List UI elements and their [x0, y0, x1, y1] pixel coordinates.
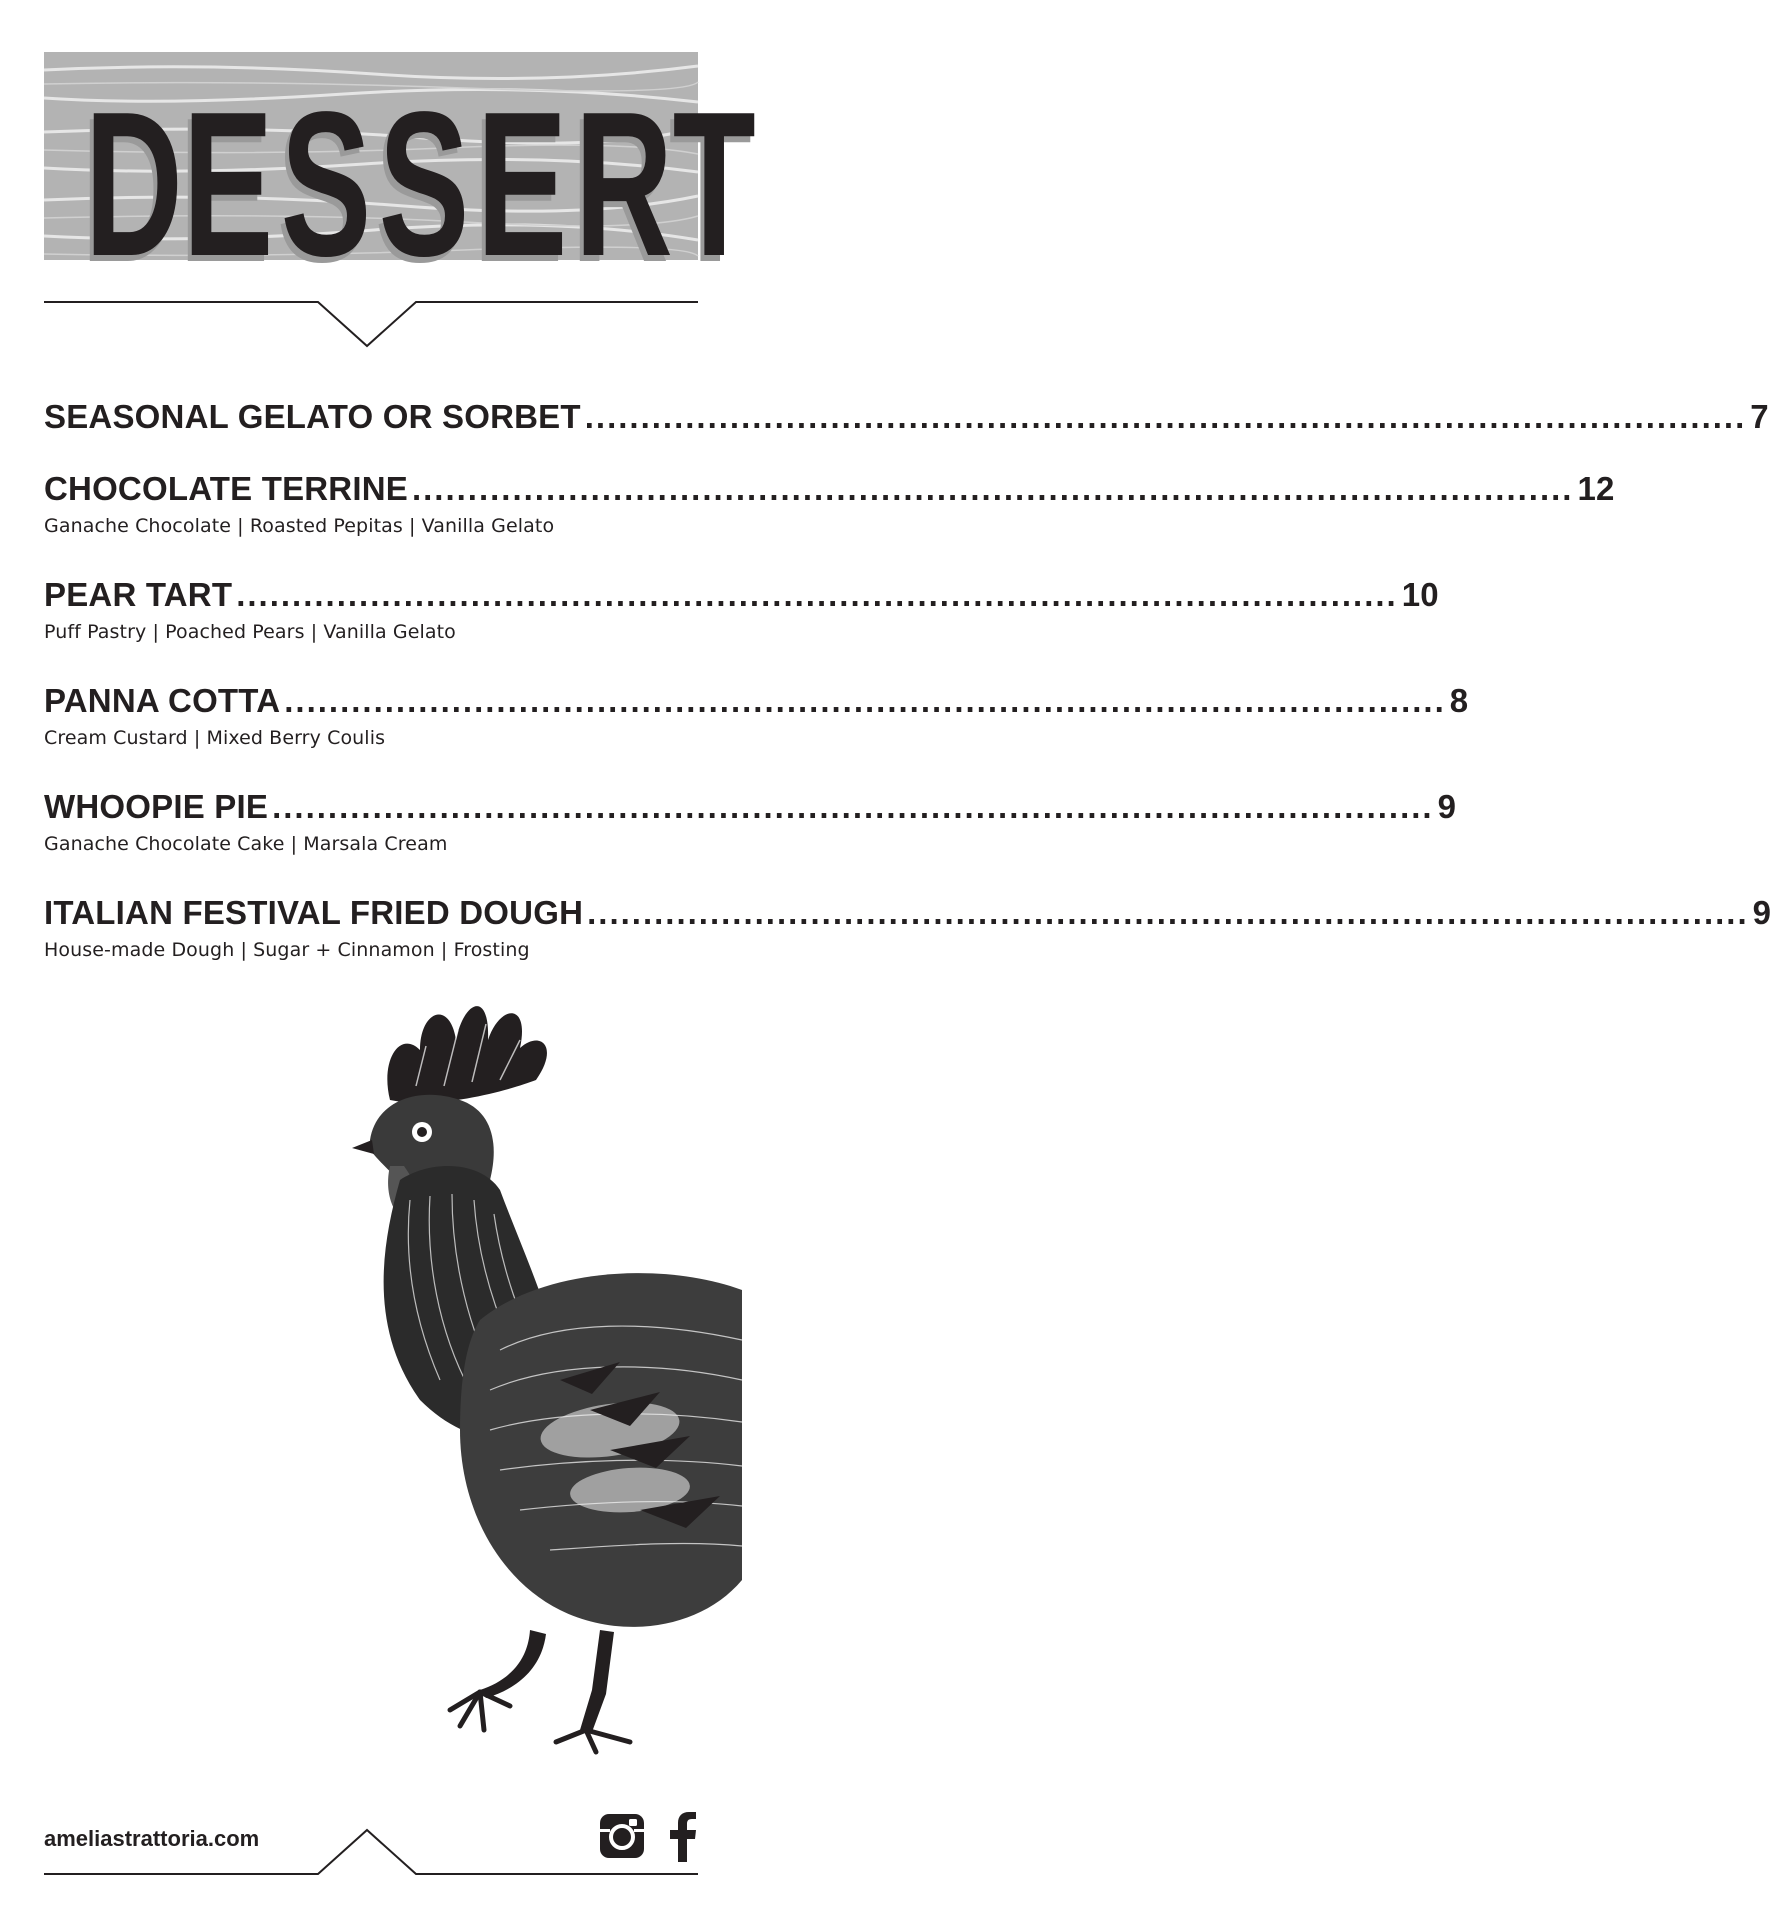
menu-item-name: PANNA COTTA	[44, 682, 281, 719]
header-banner	[44, 40, 756, 299]
title-letter: S	[378, 69, 470, 299]
header-divider	[44, 296, 698, 356]
dot-leader	[412, 470, 1574, 508]
title-letter: R	[574, 69, 673, 299]
menu-item-price: 12	[1577, 470, 1615, 507]
menu-item-price: 10	[1401, 576, 1439, 613]
menu-item-name: SEASONAL GELATO OR SORBET	[44, 398, 581, 435]
title-letter: E	[182, 69, 274, 299]
menu-item-row	[44, 576, 1439, 620]
title-letter: D	[84, 69, 183, 299]
menu-item-name: PEAR TART	[44, 576, 233, 613]
page-title	[44, 69, 756, 299]
menu-item-name: CHOCOLATE TERRINE	[44, 470, 408, 507]
menu-item	[44, 470, 1615, 537]
menu-item-price: 7	[1750, 398, 1769, 435]
menu-item	[44, 576, 1439, 643]
dessert-menu	[44, 398, 1771, 1000]
menu-item-name: ITALIAN FESTIVAL FRIED DOUGH	[44, 894, 584, 931]
menu-item-row	[44, 788, 1457, 832]
menu-item-row	[44, 398, 1769, 442]
rooster-illustration	[360, 990, 742, 1770]
facebook-icon	[668, 1812, 698, 1862]
menu-item-description: Ganache Chocolate Cake | Marsala Cream	[44, 833, 448, 855]
menu-item-row	[44, 894, 1771, 938]
menu-item-price: 9	[1437, 788, 1457, 825]
instagram-icon	[598, 1812, 646, 1860]
menu-item	[44, 398, 1769, 442]
title-letter: S	[280, 69, 372, 299]
dot-leader	[236, 576, 1398, 614]
menu-item-description: Ganache Chocolate | Roasted Pepitas | Vanilla Gelato	[44, 515, 555, 537]
title-letter: E	[476, 69, 568, 299]
dot-leader	[272, 788, 1434, 826]
menu-item-row	[44, 682, 1469, 726]
menu-item-name: WHOOPIE PIE	[44, 788, 269, 825]
menu-item-price: 8	[1449, 682, 1469, 719]
website-url: ameliastrattoria.com	[44, 1826, 260, 1851]
menu-item-description: Cream Custard | Mixed Berry Coulis	[44, 727, 386, 749]
dot-leader	[284, 682, 1446, 720]
dot-leader	[585, 398, 1747, 436]
menu-item-description: House-made Dough | Sugar + Cinnamon | Frosting	[44, 939, 530, 961]
menu-item	[44, 788, 1457, 855]
title-letter: T	[672, 69, 756, 299]
menu-item-row	[44, 470, 1615, 514]
menu-item-price: 9	[1752, 894, 1771, 931]
menu-item	[44, 682, 1469, 749]
menu-item-description: Puff Pastry | Poached Pears | Vanilla Gelato	[44, 621, 456, 643]
dot-leader	[587, 894, 1749, 932]
menu-item	[44, 894, 1771, 961]
